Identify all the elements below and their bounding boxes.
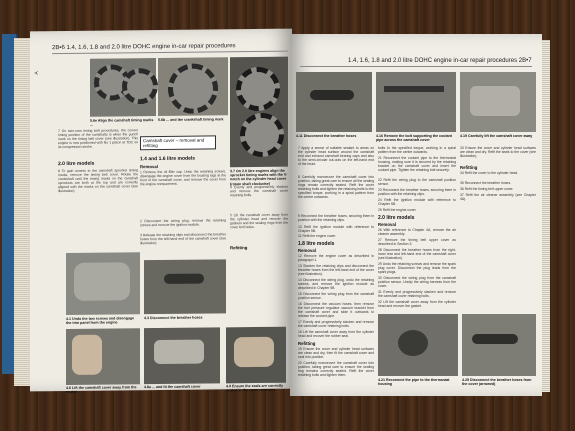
body-paragraph: 23 Reconnect the breather hoses, securing them in position with the retaining clips. [378,188,456,197]
photo-caption: 4.21 Reconnect the pipe to the thermostat housing [378,378,450,387]
body-paragraph: 20 Carefully manoeuvre the camshaft cover into position, taking great care to ensure the sealing ring remains correctly seated. Refit the cover retaining bolts and tighten them. [298,361,374,378]
photo-caption: 4.11 Disconnect the breather hoses [296,134,357,138]
sprocket-shape [122,68,158,104]
section-heading: 1.8 litre models [298,241,335,247]
right-page [290,34,542,396]
body-paragraph: 2 Disconnect the wiring plug, remove the retaining screws and remove the ignition module. [140,218,226,228]
side-tab: A [34,71,40,75]
body-paragraph: 30 Disconnect the wiring plug from the camshaft position sensor. Unclip the wiring harness from the cover. [378,276,456,289]
page-header: 1.4, 1.6, 1.8 and 2.0 litre DOHC engine in-car repair procedures 2B•7 [348,58,532,64]
body-paragraph: 24 Refit the ignition module with reference to Chapter 5B. [378,198,456,207]
body-paragraph: 26 With reference to Chapter 4A, remove the air cleaner assembly. [378,228,456,237]
hose-shape [310,90,354,100]
body-paragraph: 4 Evenly and progressively slacken and remove the camshaft cover retaining bolts. [230,184,288,198]
body-paragraph: 29 Undo the retaining screws and remove the spark plug cover. Disconnect the plug leads from the spark plugs. [378,262,456,275]
body-paragraph: 3 Release the retaining clips and disconnect the breather hoses from the left-hand end of the camshaft cover (see illustration). [140,232,226,246]
photo-caption: 3.7 On 2.0 litre engines align the sprocket timing marks with the V-notch on the cylinder head cover (rotate shaft clockwise) [230,168,288,186]
subsection-heading: Refitting [298,341,316,346]
body-paragraph: 37 Refit the air cleaner assembly (see Chapter 4A). [460,193,536,202]
body-paragraph: 15 Disconnect the wiring plug from the camshaft position sensor. [298,292,374,301]
body-paragraph: 1 Remove the oil filler cap. Undo the retaining screws, disengage the engine cover from the locating lugs at the front of the camshaft cover, and remove the cover from the engine compartment. [140,169,226,187]
subsection-heading: Removal [298,248,316,253]
pulley-shape [168,63,218,114]
photo-caption: 4.8a ... and fit the camshaft cover [144,384,201,390]
body-paragraph: 31 Evenly and progressively slacken and remove the camshaft cover retaining bolts. [378,290,456,299]
photo-breather-hoses [144,259,226,314]
body-paragraph: 19 Ensure the cover and cylinder head surfaces are clean and dry, then fit the camshaft cover and seal into position. [298,347,374,360]
hose-shape [164,274,204,284]
hand-shape [234,337,274,367]
photo-lift-cover-away [460,72,536,132]
body-paragraph: 17 Evenly and progressively slacken and remove the camshaft cover retaining bolts. [298,320,374,329]
body-paragraph: 35 Reconnect the breather hoses. [460,181,512,185]
subsection-heading: Removal [140,164,158,170]
body-paragraph: 21 Reconnect the coolant pipe to the thermostat housing, making sure it is secured by the retaining bracket on the camshaft cover and insert the coolant pipe. Tighten the retaining bolt securely. [378,156,456,173]
sprocket-shape [236,67,280,111]
body-paragraph: 25 Refit the engine cover. [378,208,417,212]
section-heading: 2.0 litre models [58,160,95,168]
body-paragraph: 8 Carefully manoeuvre the camshaft cover into position, taking great care to ensure all the sealing rings remain correctly seated. Refit the cover retaining bolts and tighten the retaining bolts to the specified torque, working in a spiral pattern from the centre outwards. [298,175,374,200]
body-paragraph: 7 Apply a smear of suitable sealant to areas on the cylinder head surface around the camshaft end and exhaust camshaft bearing caps and also to the semi-circular cut-outs on the left-hand end of the head. [298,146,374,167]
body-paragraph: 22 Refit the wiring plug to the camshaft position sensor. [378,178,456,187]
photo-caption: 4.1 Undo the two screws and disengage the trim panel from the engine [66,316,135,326]
photo-camshaft-timing [90,58,156,117]
hand-shape [72,335,102,375]
hose-shape [472,334,518,344]
photo-seals-seated [226,327,286,384]
photo-fit-cover [144,327,220,384]
body-paragraph: 32 Lift the camshaft cover away from the cylinder head and recover the gasket. [378,300,456,309]
section-callout: Camshaft cover – removal and refitting [140,135,216,150]
photo-caption: 5.6e Align the camshaft timing marks ... [90,118,154,127]
body-paragraph: 5 Lift the camshaft cover away from the cylinder head and recover the gaskets and the sealing rings from the cover bolt holes. [230,212,288,230]
photo-caption: 4.16 Remove the bolt supporting the coolant pipe across the camshaft cover [376,134,452,143]
housing-shape [398,330,428,356]
cover-shape [470,86,520,116]
body-paragraph: 8 To gain access to the camshaft sprocket timing marks, remove the timing belt cover. Rotate the crankshaft until the timing marks on the camshaft sprockets are both at the top and are correctly aligned with the marks on the camshaft cover (see illustration). [58,168,138,194]
photo-trim-panel [66,252,140,315]
subsection-heading: Refitting [230,245,248,251]
photo-lift-cover [66,328,140,385]
cover-shape [154,340,204,365]
header-rule [300,66,532,67]
body-paragraph: 34 Refit the cover to the cylinder head. [460,171,519,175]
body-paragraph: 27 Remove the timing belt upper cover as described in Section 3. [378,238,456,247]
pipe-shape [384,86,444,92]
subsection-heading: Refitting [460,165,478,170]
photo-caption: 4.3 Disconnect the breather hoses [144,315,203,321]
body-paragraph: 11 Refit the engine cover. [298,234,337,238]
sprocket-shape [240,113,284,157]
body-paragraph: 18 Lift the camshaft cover away from the cylinder head and recover the rubber seal. [298,330,374,339]
body-paragraph: 7 On twin-cam timing belt procedures, the correct timing position of the camshafts is when the punch mark on the timing belt cover (see illustration). This engine is now positioned with No 1 piston at TDC on its compression stroke. [58,128,138,150]
left-page [30,29,292,395]
subsection-heading: Removal [378,222,396,227]
photo-thermostat-housing [378,314,458,376]
body-paragraph: 12 Remove the engine cover as described in paragraph 1. [298,254,374,263]
body-paragraph: 36 Refit the timing belt upper cover. [460,187,514,191]
page-header: 2B•6 1.4, 1.6, 1.8 and 2.0 litre DOHC engine in-car repair procedures [52,43,236,52]
body-paragraph: 14 Disconnect the wiring plug, undo the retaining screws, and remove the ignition module as described in Chapter 5B. [298,278,374,291]
section-heading: 2.0 litre models [378,215,415,221]
photo-crankshaft-mark [158,57,228,116]
section-heading: 1.4 and 1.6 litre models [140,155,196,163]
photo-caption: 4.6 Lift the camshaft cover away from the engine [66,385,137,395]
engine-cover-shape [74,262,130,301]
body-paragraph: 10 Refit the ignition module with reference to Chapter 5B. [298,225,374,234]
body-paragraph: 13 Slacken the retaining clips and disconnect the breather hoses from the left-hand end of the cover (see illustration). [298,264,374,277]
photo-breather-hoses-18 [296,72,372,132]
body-paragraph: 9 Reconnect the breather hoses, securing them in position with the retaining clips. [298,214,374,223]
body-paragraph [460,199,536,208]
body-paragraph: bolts to the specified torque, working in a spiral pattern from the centre outwards. [378,146,456,155]
body-paragraph: 28 Disconnect the breather hoses from the right-hand rear and left-hand end of the camshaft cover (see illustration). [378,248,456,261]
photo-caption: 4.19 Carefully lift the camshaft cover away [460,134,533,138]
photo-sprocket-timing [230,57,288,168]
body-paragraph: 16 Disconnect the vacuum hoses, then remove the fuel pressure regulator vacuum bracket from the camshaft cover and slide it outwards to release the coolant pipe. [298,302,374,319]
header-rule [52,51,288,54]
photo-coolant-pipe [376,72,456,132]
photo-caption: 4.9 Ensure the seals are correctly seated in the cover recesses [226,383,284,393]
photo-caption: 4.25 Disconnect the breather hoses from the cover (arrowed) [462,378,532,387]
photo-breather-hoses-20 [462,314,536,376]
body-paragraph: 33 Ensure the cover and cylinder head surfaces are clean and dry. Refit the seals to the cover (see illustration). [460,146,536,159]
photo-caption: 5.6b ... and the crankshaft timing mark [158,117,224,123]
